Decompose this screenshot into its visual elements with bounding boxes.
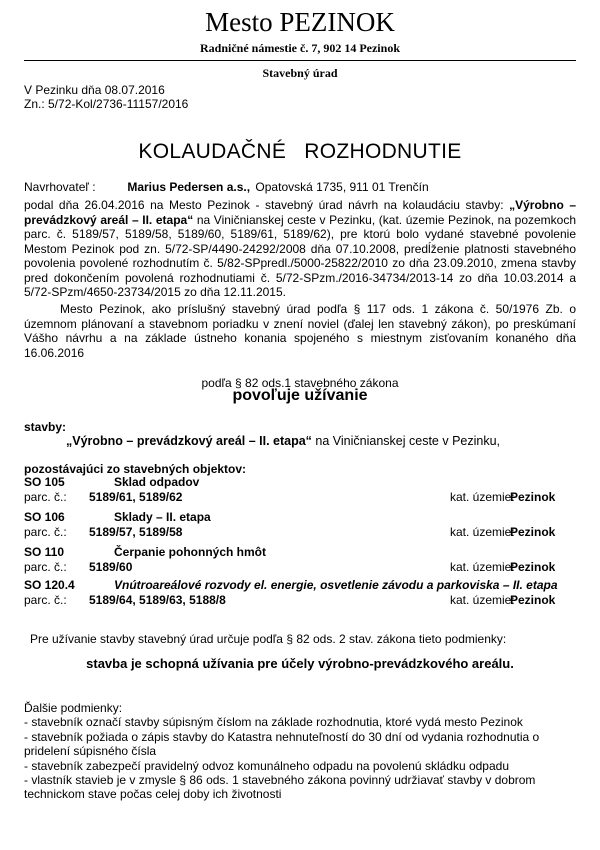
document-title-word: ROZHODNUTIE: [304, 140, 462, 163]
application-paragraph: [24, 198, 576, 300]
condition-item: [24, 773, 584, 802]
condition-item: [24, 715, 584, 729]
header-divider: [24, 60, 576, 61]
cadastral-label: kat. územie:: [450, 593, 515, 607]
condition-item: [24, 759, 584, 773]
applicant-line: [24, 180, 429, 194]
conditions-main: stavba je schopná užívania pre účely výrobno-prevádzkového areálu.: [86, 656, 514, 671]
parcel-numbers: 5189/61, 5189/62: [89, 490, 183, 504]
city-title: Mesto PEZINOK: [205, 7, 395, 37]
condition-line: - vlastník stavieb je v zmysle § 86 ods. 1 stavebného zákona povinný udržiavať stavby v dobrom: [24, 773, 536, 788]
document-title-word: KOLAUDAČNÉ: [138, 140, 287, 163]
decision-grant: povoľuje užívanie: [232, 387, 368, 404]
building-label: stavby:: [24, 420, 67, 434]
cadastral-area: Pezinok: [510, 525, 556, 539]
condition-line: - stavebník označí stavby súpisným číslom na základe rozhodnutia, ktoré vydá mesto Pezinok: [24, 715, 523, 730]
object-name: Vnútroareálové rozvody el. energie, osvetlenie závodu a parkoviska – II. etapa: [114, 578, 558, 592]
parcel-numbers: 5189/60: [89, 560, 133, 574]
building-description: [66, 434, 500, 448]
applicant-address: Opatovská 1735, 911 01 Trenčín: [255, 180, 429, 194]
building-name: „Výrobno – prevádzkový areál – II. etapa“: [66, 434, 312, 448]
parcel-label: parc. č.:: [24, 593, 67, 607]
applicant-label: Navrhovateľ :: [24, 180, 96, 194]
condition-line: - stavebník zabezpečí pravidelný odvoz komunálneho odpadu na povolenú skládku odpadu: [24, 758, 510, 773]
object-code: SO 110: [24, 545, 65, 559]
condition-line: - stavebník požiada o zápis stavby do Katastra nehnuteľností do 30 dní od vydania rozhodnutia o: [24, 729, 540, 744]
cadastral-label: kat. územie:: [450, 490, 515, 504]
authority-paragraph: Mesto Pezinok, ako príslušný stavebný úrad podľa § 117 ods. 1 zákona č. 50/1976 Zb. o územnom plánovaní a stavebnom poriadku v znení noviel (ďalej len stavebný zákon), po preskúmaní Vášho návrhu a na základe ústneho konania spojeného s miestnym zisťovaním konaného dňa 16.06.2016: [24, 302, 576, 360]
object-name: Sklad odpadov: [114, 475, 200, 489]
objects-label: pozostávajúci zo stavebných objektov:: [24, 462, 247, 476]
cadastral-area: Pezinok: [510, 560, 556, 574]
parcel-numbers: 5189/64, 5189/63, 5188/8: [89, 593, 226, 607]
parcel-label: parc. č.:: [24, 560, 67, 574]
parcel-numbers: 5189/57, 5189/58: [89, 525, 183, 539]
parcel-label: parc. č.:: [24, 490, 67, 504]
object-code: SO 106: [24, 510, 65, 524]
conditions-intro: Pre užívanie stavby stavebný úrad určuje podľa § 82 ods. 2 stav. zákona tieto podmienky:: [30, 632, 507, 646]
further-conditions-label: Ďalšie podmienky:: [24, 701, 123, 715]
office-name: Stavebný úrad: [262, 66, 338, 80]
condition-item: [24, 730, 584, 759]
legal-basis: podľa § 82 ods.1 stavebného zákona: [201, 376, 399, 390]
application-details: na Viničnianskej ceste v Pezinku, (kat. územie Pezinok, na pozemkoch parc. č. 5189/57, 5189/58, 5189/60, 5189/61, 5189/62), pre ktorú bolo vydané stavebné povolenie Mestom Pezinok pod zn. 5/72-SP/4490-24292/2008 dňa 07.10.2008, predĺženie platnosti stavebného povolenia povolené rozhodnutím č. 5/82-SPpredl./5000-25822/2010 zo dňa 23.09.2010, zmena stavby pred dokončením povolená rozhodnutiami č. 5/72-SPzm./2016-34734/2013-14 zo dňa 10.03.2014 a 5/72-SPzm/4650-23734/2015 zo dňa 12.11.2015.: [24, 212, 577, 299]
application-intro: podal dňa 26.04.2016 na Mesto Pezinok - stavebný úrad návrh na kolaudáciu stavby:: [24, 198, 504, 212]
object-name: Čerpanie pohonných hmôt: [114, 545, 267, 559]
reference-number: Zn.: 5/72-Kol/2736-11157/2016: [24, 97, 189, 111]
cadastral-area: Pezinok: [510, 490, 556, 504]
applicant-name: Marius Pedersen a.s.,: [127, 180, 251, 194]
project-name: „Výrobno – prevádzkový areál – II. etapa“: [24, 198, 576, 227]
cadastral-area: Pezinok: [510, 593, 556, 607]
further-conditions: [24, 701, 584, 802]
document-title: [0, 140, 600, 164]
object-code: SO 120.4: [24, 578, 75, 592]
cadastral-label: kat. územie:: [450, 525, 515, 539]
parcel-label: parc. č.:: [24, 525, 67, 539]
condition-continuation: technickom stave počas celej doby ich životnosti: [24, 787, 282, 802]
object-name: Sklady – II. etapa: [114, 510, 211, 524]
building-location: na Viničnianskej ceste v Pezinku,: [315, 434, 501, 448]
object-code: SO 105: [24, 475, 65, 489]
document-meta: [24, 83, 188, 111]
cadastral-label: kat. územie:: [450, 560, 515, 574]
city-address: Radničné námestie č. 7, 902 14 Pezinok: [200, 41, 400, 55]
condition-continuation: pridelení súpisného čísla: [24, 744, 157, 759]
date-line: V Pezinku dňa 08.07.2016: [24, 83, 165, 97]
